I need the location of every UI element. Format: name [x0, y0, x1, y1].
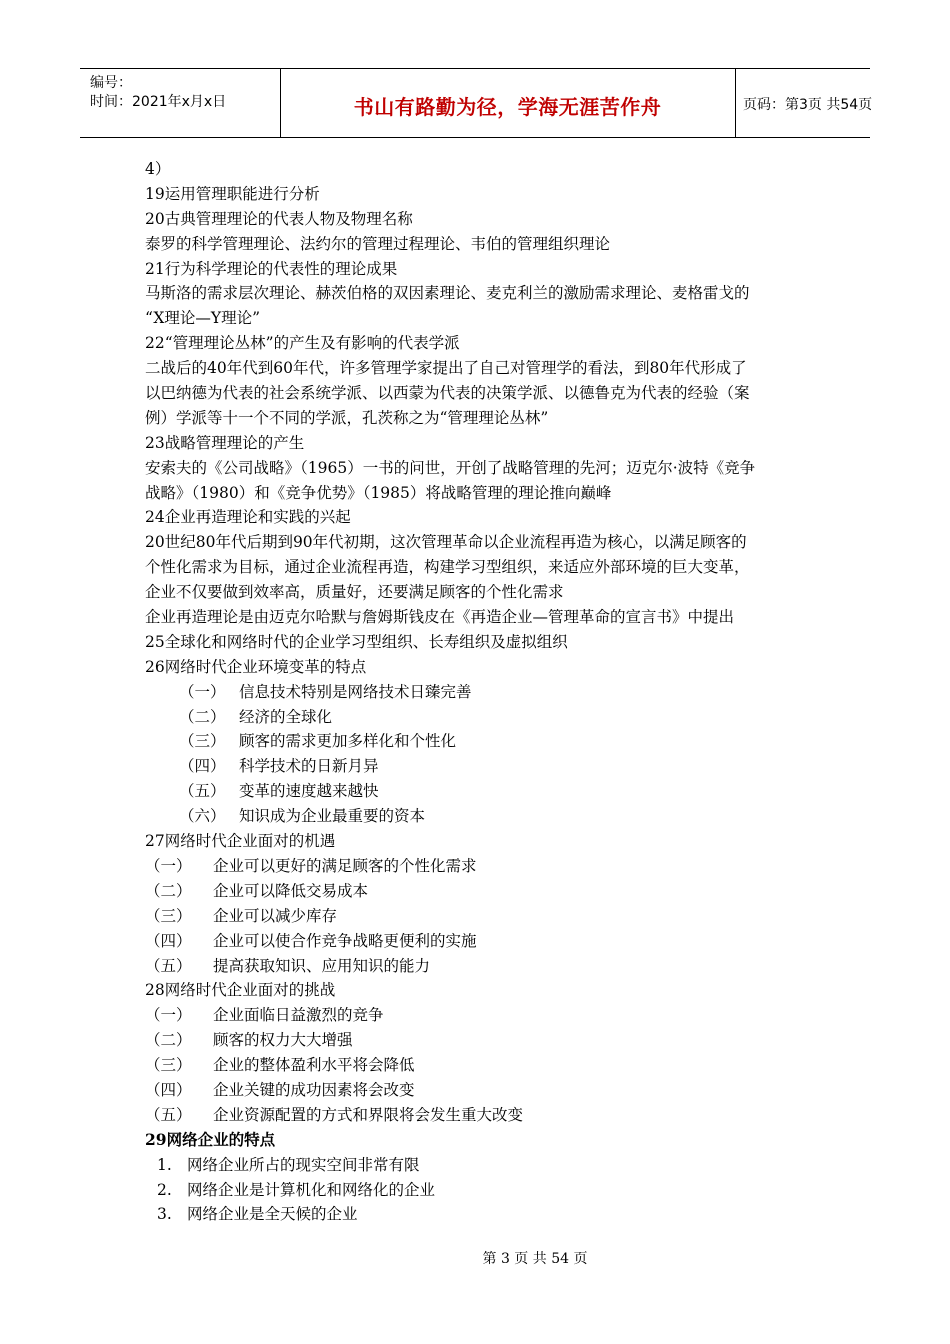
section-heading: 23战略管理理论的产生 [145, 433, 305, 452]
header-page-info: 页码：第3页 共54页 [743, 97, 873, 113]
list-marker: （一） [145, 1006, 192, 1025]
list-marker: （一） [179, 682, 226, 701]
page-header [80, 68, 873, 138]
list-marker: （五） [145, 956, 192, 975]
list-item-text: 网络企业是全天候的企业 [187, 1205, 358, 1224]
list-item-text: 企业可以更好的满足顾客的个性化需求 [213, 856, 477, 875]
list-number: 2. [157, 1180, 172, 1199]
list-item [145, 804, 815, 829]
text-line: 企业不仅要做到效率高，质量好，还要满足顾客的个性化需求 [145, 583, 564, 602]
section-heading: 21行为科学理论的代表性的理论成果 [145, 259, 398, 278]
section-heading: 26网络时代企业环境变革的特点 [145, 657, 367, 676]
section-heading: 27网络时代企业面对的机遇 [145, 832, 336, 851]
list-item-text: 企业可以减少库存 [213, 906, 338, 925]
list-item-text: 信息技术特别是网络技术日臻完善 [239, 682, 472, 701]
text-line: 马斯洛的需求层次理论、赫茨伯格的双因素理论、麦克利兰的激励需求理论、麦格雷戈的 [145, 284, 750, 303]
section-heading: 25全球化和网络时代的企业学习型组织、长寿组织及虚拟组织 [145, 632, 568, 651]
list-item-text: 知识成为企业最重要的资本 [239, 807, 426, 826]
list-marker: （二） [179, 707, 226, 726]
list-number: 3. [157, 1205, 172, 1224]
list-item [145, 729, 815, 754]
list-marker: （一） [145, 856, 192, 875]
list-item [145, 929, 815, 954]
list-item [145, 680, 815, 705]
list-item [145, 705, 815, 730]
list-item [145, 1003, 815, 1028]
text-line: 企业再造理论是由迈克尔哈默与詹姆斯钱皮在《再造企业—管理革命的宣言书》中提出 [145, 608, 735, 627]
list-marker: （二） [145, 1031, 192, 1050]
list-item [145, 1053, 815, 1078]
list-marker: （四） [179, 757, 226, 776]
list-item-text: 经济的全球化 [239, 707, 333, 726]
list-marker: （六） [179, 807, 226, 826]
text-line: 4） [145, 160, 171, 178]
list-marker: （五） [179, 782, 226, 801]
list-item-text: 网络企业是计算机化和网络化的企业 [187, 1180, 436, 1199]
list-item-text: 企业可以使合作竞争战略更便利的实施 [213, 931, 477, 950]
section-heading: 19运用管理职能进行分析 [145, 184, 320, 203]
list-item-text: 顾客的需求更加多样化和个性化 [239, 732, 457, 751]
list-item [145, 754, 815, 779]
document-body [145, 157, 815, 1227]
list-item-text: 企业可以降低交易成本 [213, 881, 369, 900]
text-line: 安索夫的《公司战略》（1965）一书的问世，开创了战略管理的先河；迈克尔·波特《竞争 [145, 458, 756, 477]
document-date: 时间：2021年x月x日 [90, 94, 227, 110]
header-page-cell [735, 69, 873, 137]
list-marker: （五） [145, 1105, 192, 1124]
text-line: 泰罗的科学管理理论、法约尔的管理过程理论、韦伯的管理组织理论 [145, 234, 611, 253]
list-item-text: 科学技术的日新月异 [239, 757, 379, 776]
list-item [145, 1178, 815, 1203]
list-item-text: 顾客的权力大大增强 [213, 1031, 353, 1050]
list-item [145, 1078, 815, 1103]
text-line: 以巴纳德为代表的社会系统学派、以西蒙为代表的决策学派、以德鲁克为代表的经验（案 [145, 384, 750, 403]
text-line: 例）学派等十一个不同的学派，孔茨称之为“管理理论丛林” [145, 408, 549, 427]
header-motto: 书山有路勤为径，学海无涯苦作舟 [353, 95, 662, 119]
list-item [145, 954, 815, 979]
list-marker: （三） [145, 1056, 192, 1075]
footer-page-number: 第 3 页 共 54 页 [482, 1251, 588, 1267]
list-number: 1. [157, 1155, 172, 1174]
list-item [145, 879, 815, 904]
header-left-cell [80, 69, 281, 137]
list-item-text: 企业面临日益激烈的竞争 [213, 1006, 384, 1025]
list-item-text: 企业的整体盈利水平将会降低 [213, 1056, 415, 1075]
list-item-text: 提高获取知识、应用知识的能力 [213, 956, 431, 975]
text-line: “X理论—Y理论” [145, 309, 261, 328]
section-heading: 24企业再造理论和实践的兴起 [145, 508, 351, 527]
section-heading: 20古典管理理论的代表人物及物理名称 [145, 209, 413, 228]
page-footer [0, 1248, 950, 1268]
section-heading: 22“管理理论丛林”的产生及有影响的代表学派 [145, 334, 460, 353]
list-item [145, 904, 815, 929]
header-motto-cell [280, 69, 736, 137]
list-item [145, 854, 815, 879]
text-line: 战略》（1980）和《竞争优势》（1985）将战略管理的理论推向巅峰 [145, 483, 612, 502]
list-marker: （四） [145, 931, 192, 950]
list-item [145, 1153, 815, 1178]
list-marker: （二） [145, 881, 192, 900]
list-marker: （四） [145, 1080, 192, 1099]
list-item [145, 779, 815, 804]
list-item [145, 1103, 815, 1128]
section-heading: 28网络时代企业面对的挑战 [145, 981, 336, 1000]
list-item [145, 1202, 815, 1227]
list-item [145, 1028, 815, 1053]
list-marker: （三） [179, 732, 226, 751]
text-line: 个性化需求为目标，通过企业流程再造，构建学习型组织，来适应外部环境的巨大变革， [145, 558, 750, 577]
text-line: 二战后的40年代到60年代，许多管理学家提出了自己对管理学的看法，到80年代形成了 [145, 359, 747, 378]
list-item-text: 企业关键的成功因素将会改变 [213, 1080, 415, 1099]
list-item-text: 变革的速度越来越快 [239, 782, 379, 801]
list-marker: （三） [145, 906, 192, 925]
section-heading-bold: 29网络企业的特点 [145, 1129, 276, 1149]
list-item-text: 企业资源配置的方式和界限将会发生重大改变 [213, 1105, 524, 1124]
list-item-text: 网络企业所占的现实空间非常有限 [187, 1155, 420, 1174]
text-line: 20世纪80年代后期到90年代初期，这次管理革命以企业流程再造为核心，以满足顾客的 [145, 533, 747, 552]
document-number-label: 编号： [90, 75, 132, 91]
